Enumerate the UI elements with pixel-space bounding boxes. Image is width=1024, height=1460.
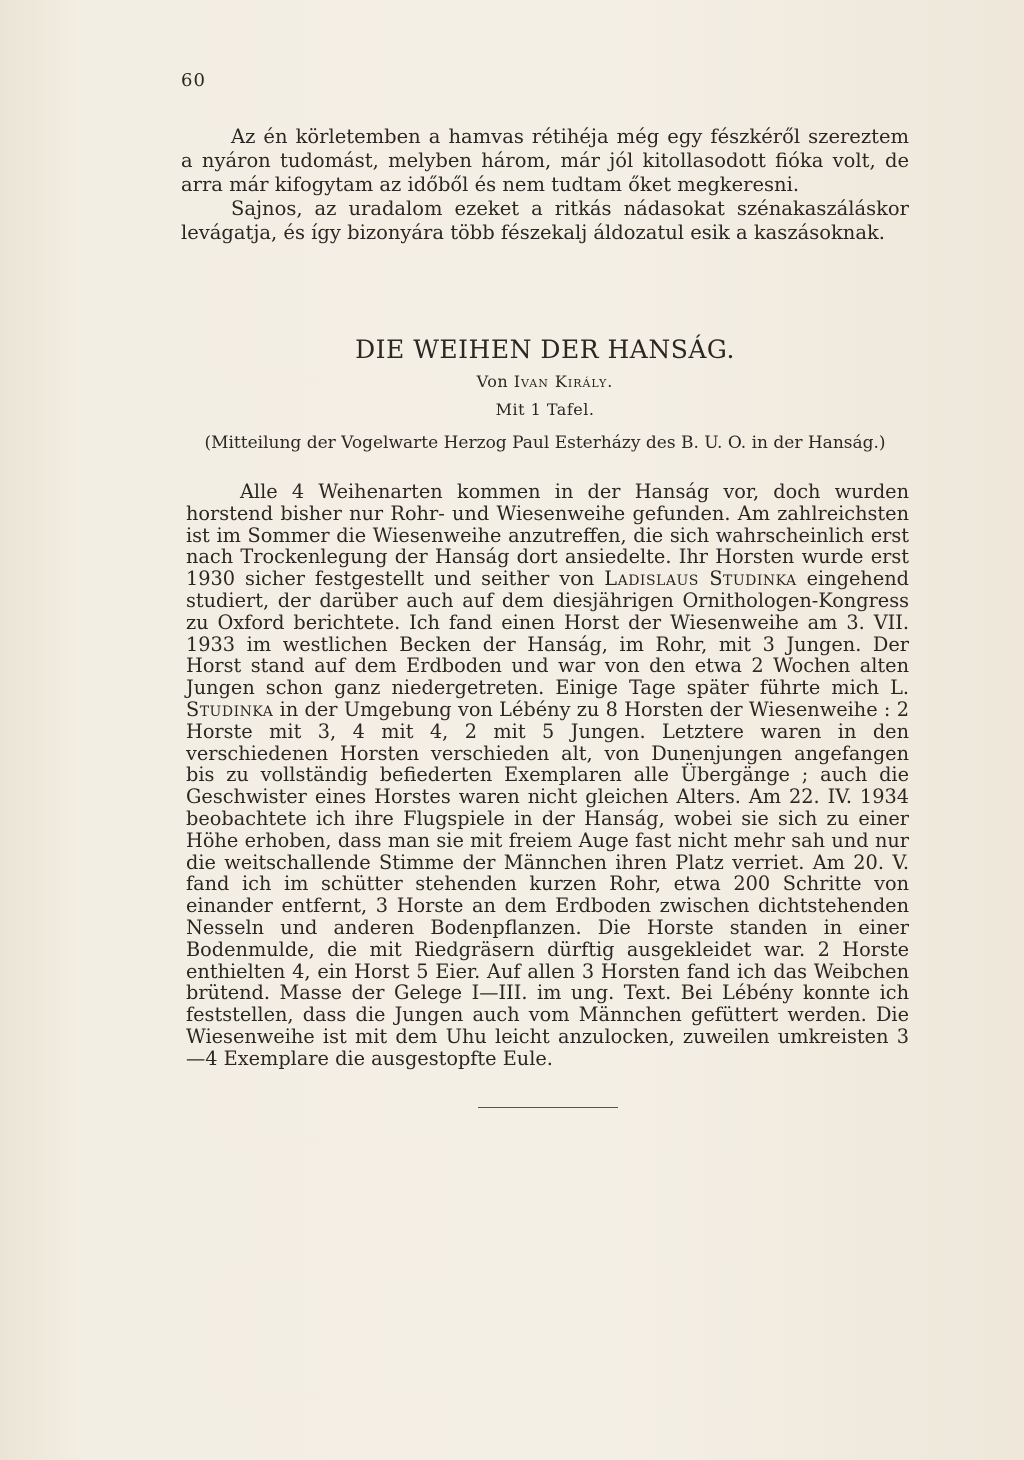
page-number: 60 xyxy=(181,70,206,91)
body-text-1: Alle 4 Weihenarten kommen in der Hanság vor, doch wurden horstend bisher nur Rohr- und Wiesenweihe gefunden. Am zahlreichsten ist im Sommer die Wiesenweihe anzutreffen, die sich wahrscheinlich erst nach Trockenlegung der Hanság dort ansiedelte. Ihr Horsten wurde erst 1930 sicher festgestellt und seither von xyxy=(186,480,909,591)
article-title: DIE WEIHEN DER HANSÁG. xyxy=(355,335,735,364)
hungarian-paragraph-2: Sajnos, az uradalom ezeket a ritkás nádasokat szénakaszáláskor levágatja, és így bizonyára több fészekalj áldozatul esik a kaszásoknak. xyxy=(181,197,909,244)
body-text-3: in der Umgebung von Lébény zu 8 Horsten der Wiesenweihe : 2 Horste mit 3, 4 mit 4, 2 mit 5 Jungen. Letztere waren in den verschiedenen Horsten verschieden alt, von Dunenjungen angefangen bis zu vollständig befiederten Exemplaren alle Übergänge ; auch die Geschwister eines Horstes waren nicht gleichen Alters. Am 22. IV. 1934 beobachtete ich ihre Flugspiele in der Hanság, wobei sie sich zu einer Höhe erhoben, dass man sie mit freiem Auge fast nicht mehr sah und nur die weitschallende Stimme der Männchen ihren Platz verriet. Am 20. V. fand ich im schütter stehenden kurzen Rohr, etwa 200 Schritte von einander entfernt, 3 Horste an dem Erdboden zwischen dichtstehenden Nesseln und anderen Bodenpflanzen. Die Horste standen in einer Bodenmulde, die mit Riedgräsern dürftig ausgekleidet war. 2 Horste enthielten 4, ein Horst 5 Eier. Auf allen 3 Horsten fand ich das Weibchen brütend. Masse der Gelege I—III. im ung. Text. Bei Lébény konnte ich feststellen, dass die Jungen auch vom Männchen gefüttert werden. Die Wiesenweihe ist mit dem Uhu leicht anzulocken, zuweilen umkreisten 3—4 Exemplare die ausgestopfte Eule. xyxy=(186,697,909,1070)
author-name: Ivan Király. xyxy=(513,372,614,391)
hungarian-paragraph-1: Az én körletemben a hamvas rétihéja még egy fészkéről szereztem a nyáron tudomást, melyben három, már jól kitollasodott fióka volt, de arra már kifogytam az időből és nem tudtam őket megkeresni. xyxy=(181,125,909,196)
person-name-ladislaus-studinka: Ladislaus Studinka xyxy=(604,567,797,591)
byline xyxy=(181,372,909,391)
body-text-2: eingehend studiert, der darüber auch auf dem diesjährigen Ornithologen-Kongress zu Oxford berichtete. Ich fand einen Horst der Wiesenweihe am 3. VII. 1933 im westlichen Becken der Hanság, im Rohr, mit 3 Jungen. Der Horst stand auf dem Erdboden und war von den etwa 2 Wochen alten Jungen schon ganz niedergetreten. Einige Tage später führte mich L. xyxy=(186,567,909,700)
affiliation-note: (Mitteilung der Vogelwarte Herzog Paul Esterházy des B. U. O. in der Hanság.) xyxy=(204,433,886,453)
end-rule xyxy=(478,1107,618,1108)
person-name-studinka: Studinka xyxy=(186,697,274,721)
byline-prefix: Von xyxy=(476,372,509,391)
plate-note: Mit 1 Tafel. xyxy=(495,400,595,419)
hungarian-text xyxy=(181,125,909,245)
body-paragraph xyxy=(186,481,909,1070)
